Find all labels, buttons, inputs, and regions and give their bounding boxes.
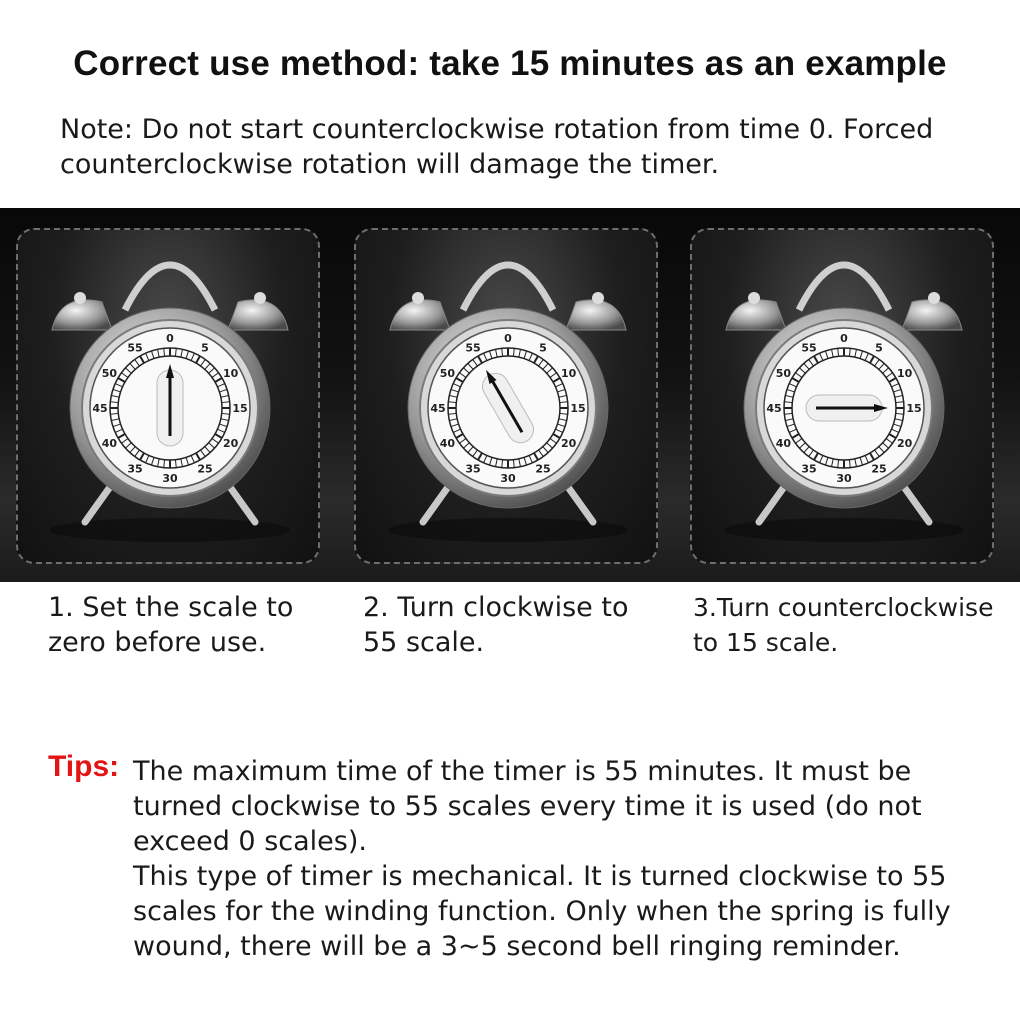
dial-number: 50	[439, 367, 456, 380]
dial-number: 20	[896, 437, 913, 450]
page-title: Correct use method: take 15 minutes as an example	[73, 44, 947, 83]
timer-photo-step-2	[354, 228, 658, 564]
timer-clock-icon	[356, 230, 658, 564]
dial-number: 5	[539, 341, 547, 355]
dial-number: 40	[775, 437, 792, 450]
dial-number: 45	[430, 402, 446, 415]
dial-number: 45	[92, 402, 108, 415]
tips-paragraph: The maximum time of the timer is 55 minutes. It must be turned clockwise to 55 scales every time it is used (do not exceed 0 scales).	[133, 756, 922, 857]
dial-number: 0	[504, 332, 512, 345]
dial-number: 35	[465, 462, 481, 476]
dial-number: 0	[166, 332, 174, 345]
dial-number: 55	[801, 341, 817, 355]
dial-number: 15	[570, 402, 586, 415]
dial-number: 45	[766, 402, 782, 415]
dial-number: 20	[560, 437, 577, 450]
step-3-caption: 3.Turn counterclockwise to 15 scale.	[693, 593, 994, 657]
warning-note: Note: Do not start counterclockwise rotation from time 0. Forced counterclockwise rotation will damage the timer.	[60, 114, 934, 180]
dial-number: 55	[465, 341, 481, 355]
dial-number: 55	[127, 341, 143, 355]
timer-photo-step-1	[16, 228, 320, 564]
dial-number: 15	[906, 402, 922, 415]
dial-number: 30	[162, 472, 178, 485]
tips-text	[133, 754, 993, 964]
dial-number: 5	[875, 341, 883, 355]
timer-clock-icon	[18, 230, 320, 564]
dial-number: 30	[836, 472, 852, 485]
dial-number: 10	[222, 367, 239, 380]
step-1-caption: 1. Set the scale to zero before use.	[48, 592, 294, 658]
dial-number: 40	[439, 437, 456, 450]
dial-number: 25	[197, 462, 213, 476]
dial-number: 0	[840, 332, 848, 345]
dial-number: 20	[222, 437, 239, 450]
dial-number: 25	[535, 462, 551, 476]
dial-number: 10	[560, 367, 577, 380]
tips-paragraph: This type of timer is mechanical. It is turned clockwise to 55 scales for the winding function. Only when the spring is fully wound, there will be a 3~5 second bell ringing reminder.	[133, 861, 951, 962]
dial-number: 35	[801, 462, 817, 476]
dial-number: 35	[127, 462, 143, 476]
dial-number: 30	[500, 472, 516, 485]
timer-hand	[806, 395, 888, 421]
dial-number: 15	[232, 402, 248, 415]
dial-number: 50	[775, 367, 792, 380]
tips-label: Tips:	[48, 750, 120, 783]
timer-photo-step-3	[690, 228, 994, 564]
step-2-caption: 2. Turn clockwise to 55 scale.	[363, 592, 629, 658]
dial-number: 40	[101, 437, 118, 450]
dial-number: 10	[896, 367, 913, 380]
dial-number: 5	[201, 341, 209, 355]
timer-hand	[157, 364, 183, 446]
dial-number: 25	[871, 462, 887, 476]
dial-number: 50	[101, 367, 118, 380]
timer-clock-icon	[692, 230, 994, 564]
